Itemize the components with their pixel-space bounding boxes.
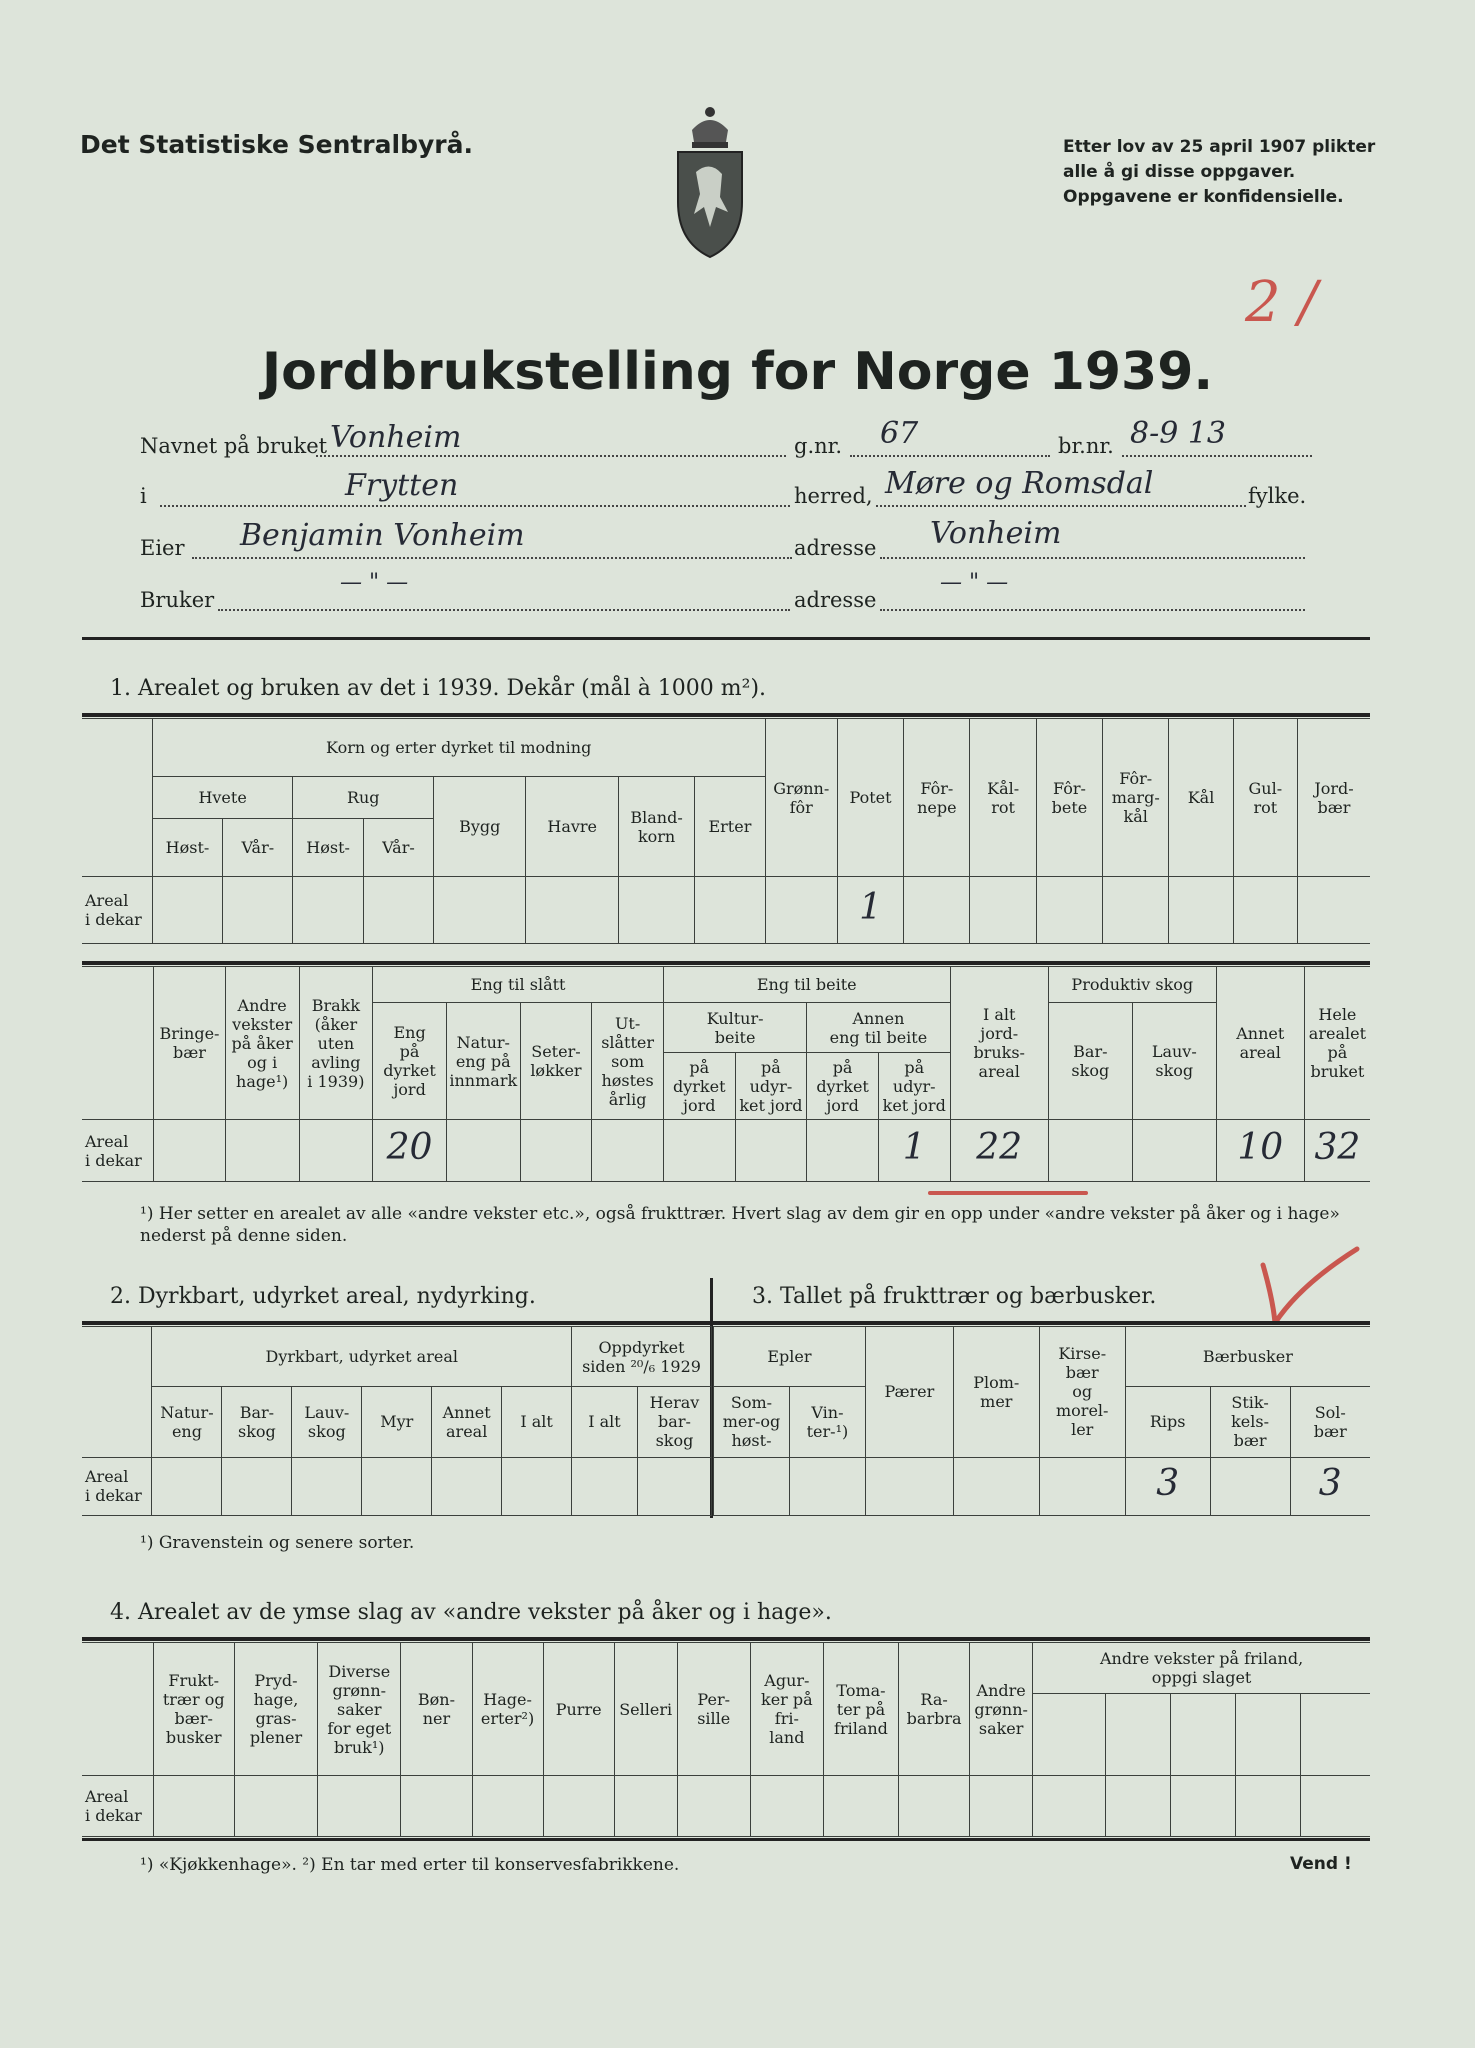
s1t1-cell[interactable] — [363, 877, 433, 944]
s1t1-forbete: Fôr- bete — [1036, 719, 1102, 877]
s1t2-eng-beite: Eng til beite — [663, 967, 950, 1003]
s1t1-bygg: Bygg — [434, 777, 526, 877]
s3-table — [713, 1326, 1370, 1516]
s1t2-corner — [82, 967, 154, 1120]
s4-cell[interactable] — [318, 1776, 401, 1837]
s1t1-group-korn: Korn og erter dyrket til modning — [152, 719, 765, 777]
s4-cell[interactable] — [153, 1776, 234, 1837]
s4-cell[interactable] — [472, 1776, 543, 1837]
s3-kirsebaer: Kirse- bær og morel- ler — [1039, 1327, 1125, 1458]
s1t1-cell[interactable] — [1103, 877, 1169, 944]
s4-cell[interactable] — [970, 1776, 1033, 1837]
s4-frukttraer: Frukt- trær og bær- busker — [153, 1643, 234, 1776]
s4-cell[interactable] — [750, 1776, 823, 1837]
turn-over-label: Vend ! — [1290, 1854, 1352, 1874]
legal-line-2: alle å gi disse oppgaver. — [1063, 162, 1296, 182]
gnr-label: g.nr. — [794, 434, 843, 458]
s3-stikkelsbaer: Stik- kels- bær — [1210, 1387, 1290, 1457]
in-label: i — [140, 484, 147, 508]
s4-cell[interactable] — [401, 1776, 472, 1837]
s1t2-annet: Annet areal — [1216, 967, 1304, 1120]
s3-plommer: Plom- mer — [953, 1327, 1039, 1458]
s4-friland-slot[interactable] — [1236, 1693, 1301, 1776]
section-2-heading: 2. Dyrkbart, udyrket areal, nydyrking. — [110, 1284, 536, 1309]
herred-line — [160, 505, 790, 507]
s2-lauvskog: Lauv- skog — [292, 1387, 362, 1457]
s1t1-jordbaer: Jord- bær — [1297, 719, 1370, 877]
s1t2-naturlig: Natur- eng på innmark — [446, 1003, 520, 1120]
s2-oppdyrket: Oppdyrket siden ²⁰/₆ 1929 — [572, 1327, 712, 1387]
s4-cell[interactable] — [1236, 1776, 1301, 1837]
s4-topline — [82, 1637, 1370, 1641]
s2-cell[interactable] — [292, 1457, 362, 1515]
s1t1-cell[interactable] — [765, 877, 837, 944]
s1t1-cell[interactable] — [293, 877, 363, 944]
legal-line-1: Etter lov av 25 april 1907 plikter — [1063, 137, 1376, 157]
s1t2-ialt-cell[interactable] — [950, 1120, 1048, 1182]
s4-tomater: Toma- ter på friland — [823, 1643, 898, 1776]
s1t2-annen: Annen eng til beite — [807, 1003, 950, 1053]
red-handwritten-mark: 2 / — [1245, 270, 1318, 335]
legal-notice — [1063, 135, 1375, 210]
s1t1-erter: Erter — [695, 777, 765, 877]
section-1-heading: 1. Arealet og bruken av det i 1939. Dekår (mål à 1000 m²). — [110, 676, 767, 701]
s1t1-cell[interactable] — [434, 877, 526, 944]
s1t2-ialt-value: 22 — [976, 1127, 1023, 1168]
s4-friland-slot[interactable] — [1301, 1693, 1370, 1776]
s1t2-cell[interactable] — [520, 1120, 592, 1182]
s3-cell[interactable] — [714, 1457, 790, 1515]
s3-solbaer-cell[interactable] — [1290, 1457, 1370, 1515]
s1t1-kalrot: Kål- rot — [970, 719, 1036, 877]
s3-epler: Epler — [714, 1327, 866, 1387]
s1t2-cell[interactable] — [663, 1120, 735, 1182]
s4-cell[interactable] — [677, 1776, 750, 1837]
s2-cell[interactable] — [637, 1457, 711, 1515]
s1-table-1 — [82, 718, 1370, 944]
s1t1-fornepe: Fôr- nepe — [904, 719, 970, 877]
herred-value: Frytten — [345, 468, 459, 503]
s4-hageerter: Hage- erter²) — [472, 1643, 543, 1776]
s2-topline — [82, 1321, 1370, 1325]
s4-diverse: Diverse grønn- saker for eget bruk¹) — [318, 1643, 401, 1776]
s4-cell[interactable] — [543, 1776, 614, 1837]
s1t1-cell[interactable] — [223, 877, 293, 944]
s2-cell[interactable] — [502, 1457, 572, 1515]
s4-cell[interactable] — [1033, 1776, 1106, 1837]
s4-selleri: Selleri — [614, 1643, 677, 1776]
name-value: Vonheim — [330, 420, 462, 455]
gnr-value: 67 — [880, 416, 919, 451]
legal-line-3: Oppgavene er konfidensielle. — [1063, 187, 1344, 207]
s1-table2-topline — [82, 961, 1370, 965]
s1t1-gronnfor: Grønn- fôr — [765, 719, 837, 877]
eier-label: Eier — [140, 536, 185, 560]
form-title: Jordbrukstelling for Norge 1939. — [261, 342, 1214, 402]
s1t2-kultur-udyrket: på udyr- ket jord — [735, 1053, 807, 1120]
s4-bonner: Bøn- ner — [401, 1643, 472, 1776]
name-line — [316, 455, 786, 457]
s1t2-annet-cell[interactable] — [1216, 1120, 1304, 1182]
norwegian-coat-of-arms-icon — [670, 102, 750, 262]
s1t2-annen-dyrket: på dyrket jord — [807, 1053, 879, 1120]
s4-row-label: Areal i dekar — [82, 1776, 153, 1837]
brnr-value: 8-9 13 — [1130, 416, 1227, 451]
s1t1-cell[interactable] — [695, 877, 765, 944]
s1t1-cell[interactable] — [618, 877, 694, 944]
s1t1-hvete: Hvete — [152, 777, 293, 819]
bruker-adresse-value: — " — — [940, 570, 1009, 595]
s2-oppd-ialt: I alt — [572, 1387, 638, 1457]
eier-adresse-label: adresse — [794, 536, 877, 560]
s2-cell[interactable] — [362, 1457, 432, 1515]
s1t1-formargkal: Fôr- marg- kål — [1103, 719, 1169, 877]
s1-table-2 — [82, 966, 1370, 1182]
s1t1-cell[interactable] — [526, 877, 618, 944]
s1t2-annen-udyrket-value: 1 — [902, 1127, 926, 1168]
s1t1-potet-cell[interactable] — [837, 877, 903, 944]
s1t2-cell[interactable] — [1132, 1120, 1216, 1182]
s4-cell[interactable] — [1171, 1776, 1236, 1837]
s3-solbaer: Sol- bær — [1290, 1387, 1370, 1457]
s3-paerer: Pærer — [865, 1327, 953, 1458]
eier-adresse-value: Vonheim — [930, 516, 1062, 551]
s1t2-row-label: Areal i dekar — [82, 1120, 154, 1182]
eier-adresse-line — [880, 557, 1305, 559]
s4-purre: Purre — [543, 1643, 614, 1776]
s1t1-rug-var: Vår- — [363, 819, 433, 877]
s3-cell[interactable] — [789, 1457, 865, 1515]
s4-footnote: ¹) «Kjøkkenhage». ²) En tar med erter til konservesfabrikkene. — [140, 1855, 680, 1875]
s4-bottomline — [82, 1838, 1370, 1841]
s4-corner — [82, 1643, 153, 1776]
s1t2-seter: Seter- løkker — [520, 1003, 592, 1120]
fylke-label: fylke. — [1248, 484, 1307, 508]
s1t1-cell[interactable] — [152, 877, 222, 944]
s1t2-cell[interactable] — [1048, 1120, 1132, 1182]
s1t2-cell[interactable] — [735, 1120, 807, 1182]
s1t2-barskog: Bar- skog — [1048, 1003, 1132, 1120]
s1t2-cell[interactable] — [299, 1120, 373, 1182]
s3-rips: Rips — [1125, 1387, 1210, 1457]
s1t1-rug: Rug — [293, 777, 434, 819]
s1t2-bringebaer: Bringe- bær — [154, 967, 226, 1120]
s4-agurker: Agur- ker på fri- land — [750, 1643, 823, 1776]
s3-baerbusker: Bærbusker — [1125, 1327, 1370, 1387]
s1t2-ialt: I alt jord- bruks- areal — [950, 967, 1048, 1120]
s3-rips-value: 3 — [1156, 1462, 1180, 1504]
brnr-label: br.nr. — [1058, 434, 1114, 458]
s4-cell[interactable] — [1106, 1776, 1171, 1837]
s1t2-kultur-dyrket: på dyrket jord — [663, 1053, 735, 1120]
s1t2-hele-value: 32 — [1314, 1127, 1361, 1168]
s1t1-rug-host: Høst- — [293, 819, 363, 877]
s2-barskog: Bar- skog — [222, 1387, 292, 1457]
s3-rips-cell[interactable] — [1125, 1457, 1210, 1515]
bruker-value: — " — — [340, 570, 409, 595]
s2-row-label: Areal i dekar — [82, 1457, 152, 1515]
s1t1-gulrot: Gul- rot — [1233, 719, 1297, 877]
s1-table1-topline — [82, 713, 1370, 717]
fylke-line — [876, 505, 1246, 507]
s1t1-cell[interactable] — [1233, 877, 1297, 944]
s1t2-annen-udyrket: på udyr- ket jord — [878, 1053, 950, 1120]
s3-solbaer-value: 3 — [1318, 1462, 1342, 1504]
s3-vinter: Vin- ter-¹) — [789, 1387, 865, 1457]
s2-naturlig: Natur- eng — [152, 1387, 222, 1457]
s1t2-brakk: Brakk (åker uten avling i 1939) — [299, 967, 373, 1120]
s4-cell[interactable] — [1301, 1776, 1370, 1837]
red-checkmark-icon — [1255, 1245, 1365, 1325]
s1t1-havre: Havre — [526, 777, 618, 877]
s1t1-row-label: Areal i dekar — [82, 877, 152, 944]
s1t2-eng-slatt: Eng til slått — [373, 967, 664, 1003]
s4-cell[interactable] — [823, 1776, 898, 1837]
eier-line — [192, 557, 792, 559]
s1t2-eng-value: 20 — [386, 1127, 433, 1168]
s2-cell[interactable] — [152, 1457, 222, 1515]
herred-label: herred, — [794, 484, 873, 508]
s1t1-cell[interactable] — [1297, 877, 1370, 944]
section-3-heading: 3. Tallet på frukttrær og bærbusker. — [752, 1284, 1157, 1309]
s2-ialt: I alt — [502, 1387, 572, 1457]
s4-prydhage: Pryd- hage, gras- plener — [234, 1643, 317, 1776]
s3-cell[interactable] — [1039, 1457, 1125, 1515]
s2-myr: Myr — [362, 1387, 432, 1457]
s1t2-lauvskog: Lauv- skog — [1132, 1003, 1216, 1120]
s1t2-cell[interactable] — [807, 1120, 879, 1182]
agency-name: Det Statistiske Sentralbyrå. — [80, 130, 473, 159]
s1t1-potet-value: 1 — [859, 886, 882, 928]
s4-friland-slot[interactable] — [1171, 1693, 1236, 1776]
s1t1-blandkorn: Bland- korn — [618, 777, 694, 877]
divider-top — [82, 637, 1370, 640]
s1t2-hele-cell[interactable] — [1304, 1120, 1370, 1182]
bruker-adresse-label: adresse — [794, 588, 877, 612]
s1t1-cell[interactable] — [1036, 877, 1102, 944]
name-label: Navnet på bruket — [140, 434, 328, 458]
s2-footnote: ¹) Gravenstein og senere sorter. — [140, 1533, 415, 1553]
s1t1-kal: Kål — [1169, 719, 1233, 877]
s1t2-kultur: Kultur- beite — [663, 1003, 806, 1053]
s1t2-cell[interactable] — [154, 1120, 226, 1182]
s1t1-cell[interactable] — [970, 877, 1036, 944]
s2-group: Dyrkbart, udyrket areal — [152, 1327, 572, 1387]
s1t2-utslatter: Ut- slåtter som høstes årlig — [592, 1003, 664, 1120]
s2-cell[interactable] — [222, 1457, 292, 1515]
s1t2-andre: Andre vekster på åker og i hage¹) — [225, 967, 299, 1120]
s1t1-hvete-var: Vår- — [223, 819, 293, 877]
s2-cell[interactable] — [572, 1457, 638, 1515]
s1t2-cell[interactable] — [225, 1120, 299, 1182]
s1t1-hvete-host: Høst- — [152, 819, 222, 877]
brnr-line — [1122, 455, 1312, 457]
s1t2-annet-value: 10 — [1237, 1127, 1284, 1168]
s2-annet: Annet areal — [432, 1387, 502, 1457]
s4-persille: Per- sille — [677, 1643, 750, 1776]
s1t2-annen-udyrket-cell[interactable] — [878, 1120, 950, 1182]
s1t2-prod-skog: Produktiv skog — [1048, 967, 1216, 1003]
gnr-line — [850, 455, 1050, 457]
red-underline — [928, 1191, 1088, 1195]
s3-cell[interactable] — [865, 1457, 953, 1515]
s4-cell[interactable] — [614, 1776, 677, 1837]
eier-value: Benjamin Vonheim — [240, 518, 525, 553]
s4-andre-gronnsaker: Andre grønn- saker — [970, 1643, 1033, 1776]
s1t2-eng-cell[interactable] — [373, 1120, 447, 1182]
s2-cell[interactable] — [432, 1457, 502, 1515]
s4-table — [82, 1642, 1370, 1837]
s1t2-cell[interactable] — [592, 1120, 664, 1182]
s3-sommer: Som- mer-og høst- — [714, 1387, 790, 1457]
s1t2-hele: Hele arealet på bruket — [1304, 967, 1370, 1120]
s4-friland-slot[interactable] — [1106, 1693, 1171, 1776]
s4-andre-friland: Andre vekster på friland, oppgi slaget — [1033, 1643, 1370, 1694]
bruker-line — [218, 609, 790, 611]
s1t2-eng-dyrket: Eng på dyrket jord — [373, 1003, 447, 1120]
s1t1-cell[interactable] — [904, 877, 970, 944]
s1t1-cell[interactable] — [1169, 877, 1233, 944]
bruker-adresse-line — [880, 609, 1305, 611]
bruker-label: Bruker — [140, 588, 215, 612]
s1t1-potet: Potet — [837, 719, 903, 877]
s4-rabarbra: Ra- barbra — [899, 1643, 970, 1776]
s1t1-corner — [82, 719, 152, 877]
s4-cell[interactable] — [234, 1776, 317, 1837]
s2-corner — [82, 1327, 152, 1458]
s1-footnote: ¹) Her setter en arealet av alle «andre vekster etc.», også frukttrær. Hvert slag av dem gir en opp under «andre vekster på åker og i hage» nederst på denne siden. — [140, 1204, 1340, 1246]
s3-cell[interactable] — [1210, 1457, 1290, 1515]
s2-table — [82, 1326, 712, 1516]
s3-cell[interactable] — [953, 1457, 1039, 1515]
s2-herav: Herav bar- skog — [637, 1387, 711, 1457]
s4-friland-slot[interactable] — [1033, 1693, 1106, 1776]
section-4-heading: 4. Arealet av de ymse slag av «andre vekster på åker og i hage». — [110, 1600, 832, 1625]
fylke-value: Møre og Romsdal — [885, 466, 1154, 501]
s1t2-cell[interactable] — [446, 1120, 520, 1182]
s4-cell[interactable] — [899, 1776, 970, 1837]
